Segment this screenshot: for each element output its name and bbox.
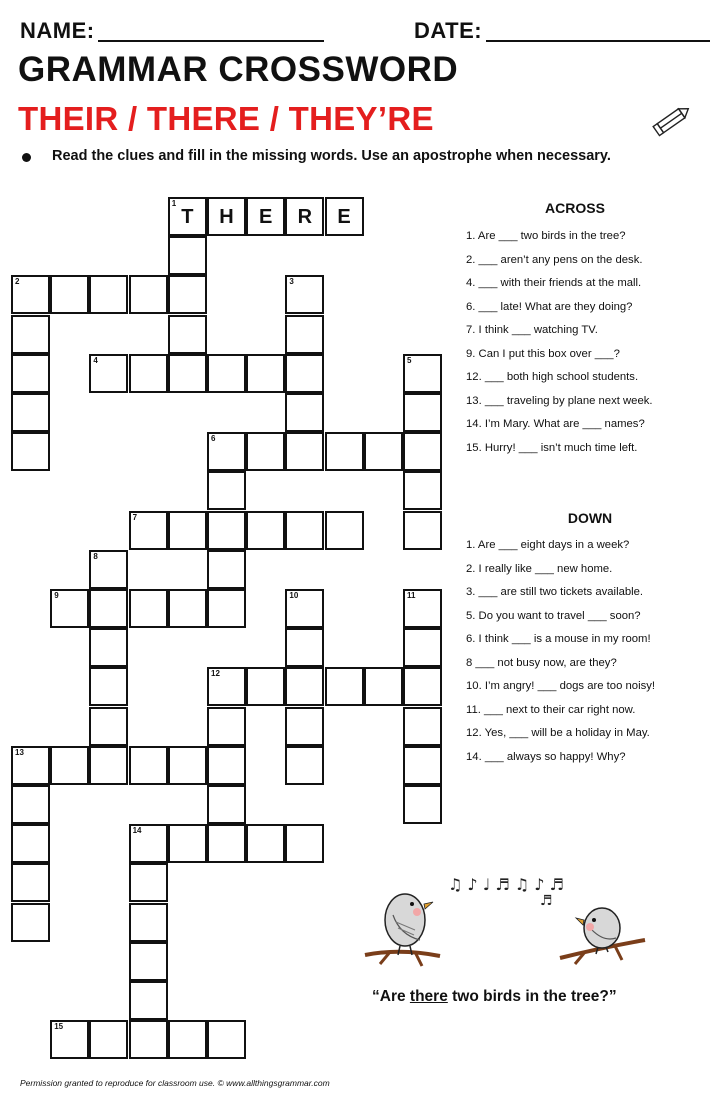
down-clues xyxy=(466,534,655,769)
crossword-cell[interactable] xyxy=(50,1020,89,1059)
crossword-cell[interactable] xyxy=(168,315,207,354)
clue-number: 11 xyxy=(407,591,416,600)
clue-number: 3 xyxy=(289,277,294,287)
crossword-cell[interactable] xyxy=(325,197,364,236)
down-clue: 12. Yes, ___ will be a holiday in May. xyxy=(466,727,650,739)
crossword-cell[interactable] xyxy=(50,275,89,314)
down-clue: 6. I think ___ is a mouse in my room! xyxy=(466,633,651,645)
crossword-cell[interactable] xyxy=(246,354,285,393)
down-heading: DOWN xyxy=(567,510,613,526)
crossword-cell[interactable] xyxy=(129,746,168,785)
crossword-cell[interactable] xyxy=(403,628,442,667)
crossword-cell[interactable] xyxy=(11,354,50,393)
instructions: Read the clues and fill in the missing words. Use an apostrophe when necessary. xyxy=(52,148,611,164)
crossword-cell[interactable] xyxy=(246,667,285,706)
crossword-cell[interactable] xyxy=(129,275,168,314)
across-clue: 7. I think ___ watching TV. xyxy=(466,324,598,336)
down-clue: 2. I really like ___ new home. xyxy=(466,562,613,575)
clue-number: 4 xyxy=(93,355,98,365)
crossword-cell[interactable] xyxy=(403,785,442,824)
footer-permission: Permission granted to reproduce for classroom use. © www.allthingsgrammar.com xyxy=(20,1078,330,1088)
crossword-cell[interactable] xyxy=(403,667,442,706)
crossword-cell[interactable] xyxy=(207,667,246,706)
name-label: NAME: xyxy=(20,18,95,43)
down-clue: 14. ___ always so happy! Why? xyxy=(466,750,626,763)
crossword-cell[interactable] xyxy=(89,589,128,628)
clue-number: 5 xyxy=(407,355,412,365)
crossword-cell[interactable] xyxy=(129,511,168,550)
clue-number: 7 xyxy=(132,512,138,522)
crossword-cell[interactable] xyxy=(285,707,324,746)
crossword-cell[interactable] xyxy=(11,315,50,354)
crossword-cell[interactable] xyxy=(285,393,324,432)
down-clue: 5. Do you want to travel ___ soon? xyxy=(466,609,641,622)
clue-number: 9 xyxy=(54,591,59,600)
crossword-cell[interactable] xyxy=(129,903,168,942)
crossword-cell[interactable] xyxy=(11,785,50,824)
crossword-cell[interactable] xyxy=(285,432,324,471)
crossword-cell[interactable] xyxy=(325,667,364,706)
down-clue: 11. ___ next to their car right now. xyxy=(466,703,636,716)
crossword-cell[interactable] xyxy=(285,589,324,628)
crossword-cell[interactable] xyxy=(129,942,168,981)
crossword-cell[interactable] xyxy=(11,863,50,902)
clue-number: 6 xyxy=(211,434,216,444)
across-clues xyxy=(466,225,653,460)
crossword-cell[interactable] xyxy=(246,511,285,550)
crossword-cell[interactable] xyxy=(129,863,168,902)
crossword-cell[interactable] xyxy=(403,707,442,746)
crossword-cell[interactable] xyxy=(285,197,324,236)
down-clue: 10. I’m angry! ___ dogs are too noisy! xyxy=(466,680,656,692)
crossword-cell[interactable] xyxy=(89,667,128,706)
crossword-cell[interactable] xyxy=(285,628,324,667)
crossword-cell[interactable] xyxy=(285,315,324,354)
clue-number: 10 xyxy=(289,591,299,600)
crossword-cell[interactable] xyxy=(285,667,324,706)
crossword-cell[interactable] xyxy=(285,746,324,785)
date-label: DATE: xyxy=(414,18,483,43)
crossword-cell[interactable] xyxy=(89,746,128,785)
svg-text:♬: ♬ xyxy=(540,893,553,909)
clue-number: 14 xyxy=(132,826,142,836)
crossword-cell[interactable] xyxy=(89,1020,128,1059)
crossword-cell[interactable] xyxy=(403,746,442,785)
singing-birds-icon xyxy=(360,860,650,975)
clue-number: 13 xyxy=(15,747,24,757)
crossword-cell[interactable] xyxy=(89,707,128,746)
crossword-cell[interactable] xyxy=(207,471,246,510)
crossword-cell[interactable] xyxy=(207,746,246,785)
clue-number: 8 xyxy=(93,551,98,561)
crossword-cell[interactable] xyxy=(207,785,246,824)
crossword-cell[interactable] xyxy=(246,824,285,863)
clue-number: 15 xyxy=(54,1022,64,1032)
crossword-cell[interactable] xyxy=(168,236,207,275)
crossword-cell[interactable] xyxy=(403,471,442,510)
crossword-cell[interactable] xyxy=(168,197,207,236)
crossword-cell[interactable] xyxy=(325,432,364,471)
crossword-cell[interactable] xyxy=(403,589,442,628)
across-clue: 2. ___ aren’t any pens on the desk. xyxy=(466,253,643,266)
crossword-cell[interactable] xyxy=(11,903,50,942)
across-clue: 9. Can I put this box over ___? xyxy=(466,347,620,360)
crossword-cell[interactable] xyxy=(89,275,128,314)
crossword-cell[interactable] xyxy=(364,667,403,706)
across-clue: 6. ___ late! What are they doing? xyxy=(466,300,633,313)
crossword-cell[interactable] xyxy=(129,589,168,628)
crossword-cell[interactable] xyxy=(207,707,246,746)
svg-text:♫ ♪ ♩ ♬ ♫ ♪ ♬: ♫ ♪ ♩ ♬ ♫ ♪ ♬ xyxy=(448,875,564,894)
crossword-cell[interactable] xyxy=(285,511,324,550)
caption-underlined-word: there xyxy=(409,988,448,1005)
crossword-cell[interactable] xyxy=(364,432,403,471)
crossword-cell[interactable] xyxy=(11,746,50,785)
cell-letter: E xyxy=(259,206,273,228)
page-subtitle: THEIR / THERE / THEY’RE xyxy=(18,100,434,137)
across-clue: 14. I’m Mary. What are ___ names? xyxy=(466,418,645,430)
crossword-cell[interactable] xyxy=(403,393,442,432)
across-clue: 4. ___ with their friends at the mall. xyxy=(466,277,642,289)
crossword-cell[interactable] xyxy=(403,511,442,550)
cell-letter: H xyxy=(219,206,234,228)
crossword-cell[interactable] xyxy=(168,511,207,550)
crossword-cell[interactable] xyxy=(207,1020,246,1059)
across-clue: 15. Hurry! ___ isn’t much time left. xyxy=(466,441,638,454)
crossword-cell[interactable] xyxy=(50,589,89,628)
crossword-cell[interactable] xyxy=(168,1020,207,1059)
crossword-cell[interactable] xyxy=(207,511,246,550)
crossword-cell[interactable] xyxy=(168,824,207,863)
crossword-cell[interactable] xyxy=(207,550,246,589)
crossword-cell[interactable] xyxy=(168,589,207,628)
cell-letter: T xyxy=(181,206,194,228)
across-clue: 12. ___ both high school students. xyxy=(466,371,639,383)
crossword-cell[interactable] xyxy=(50,746,89,785)
crossword-cell[interactable] xyxy=(207,824,246,863)
down-clue: 1. Are ___ eight days in a week? xyxy=(466,539,630,551)
clue-number: 12 xyxy=(211,669,220,679)
crossword-cell[interactable] xyxy=(11,275,50,314)
crossword-cell[interactable] xyxy=(403,432,442,471)
crossword-cell[interactable] xyxy=(246,432,285,471)
crossword-cell[interactable] xyxy=(11,393,50,432)
pencil-icon xyxy=(650,100,696,140)
crossword-cell[interactable] xyxy=(129,1020,168,1059)
across-clue: 13. ___ traveling by plane next week. xyxy=(466,394,653,407)
down-clue: 8 ___ not busy now, are they? xyxy=(466,656,617,669)
crossword-cell[interactable] xyxy=(129,824,168,863)
date-line[interactable] xyxy=(486,40,710,42)
crossword-cell[interactable] xyxy=(168,746,207,785)
crossword-cell[interactable] xyxy=(207,354,246,393)
crossword-cell[interactable] xyxy=(285,824,324,863)
crossword-cell[interactable] xyxy=(89,354,128,393)
cell-letter: E xyxy=(337,206,351,228)
crossword-cell[interactable] xyxy=(207,589,246,628)
cell-letter: R xyxy=(297,206,313,228)
crossword-cell[interactable] xyxy=(325,511,364,550)
crossword-cell[interactable] xyxy=(168,354,207,393)
page-title: GRAMMAR CROSSWORD xyxy=(18,50,459,89)
across-clue: 1. Are ___ two birds in the tree? xyxy=(466,230,626,242)
crossword-cell[interactable] xyxy=(285,275,324,314)
crossword-cell[interactable] xyxy=(246,197,285,236)
crossword-cell[interactable] xyxy=(168,275,207,314)
illustration-caption: “Are there two birds in the tree?” xyxy=(372,988,617,1005)
down-clue: 3. ___ are still two tickets available. xyxy=(466,586,644,598)
across-heading: ACROSS xyxy=(545,200,605,216)
clue-number: 1 xyxy=(171,199,177,208)
crossword-cell[interactable] xyxy=(11,824,50,863)
crossword-cell[interactable] xyxy=(285,354,324,393)
crossword-cell[interactable] xyxy=(207,197,246,236)
crossword-cell[interactable] xyxy=(89,550,128,589)
crossword-cell[interactable] xyxy=(129,354,168,393)
crossword-cell[interactable] xyxy=(207,432,246,471)
crossword-cell[interactable] xyxy=(11,432,50,471)
crossword-cell[interactable] xyxy=(403,354,442,393)
crossword-cell[interactable] xyxy=(89,628,128,667)
crossword-cell[interactable] xyxy=(129,981,168,1020)
clue-number: 2 xyxy=(15,277,20,287)
